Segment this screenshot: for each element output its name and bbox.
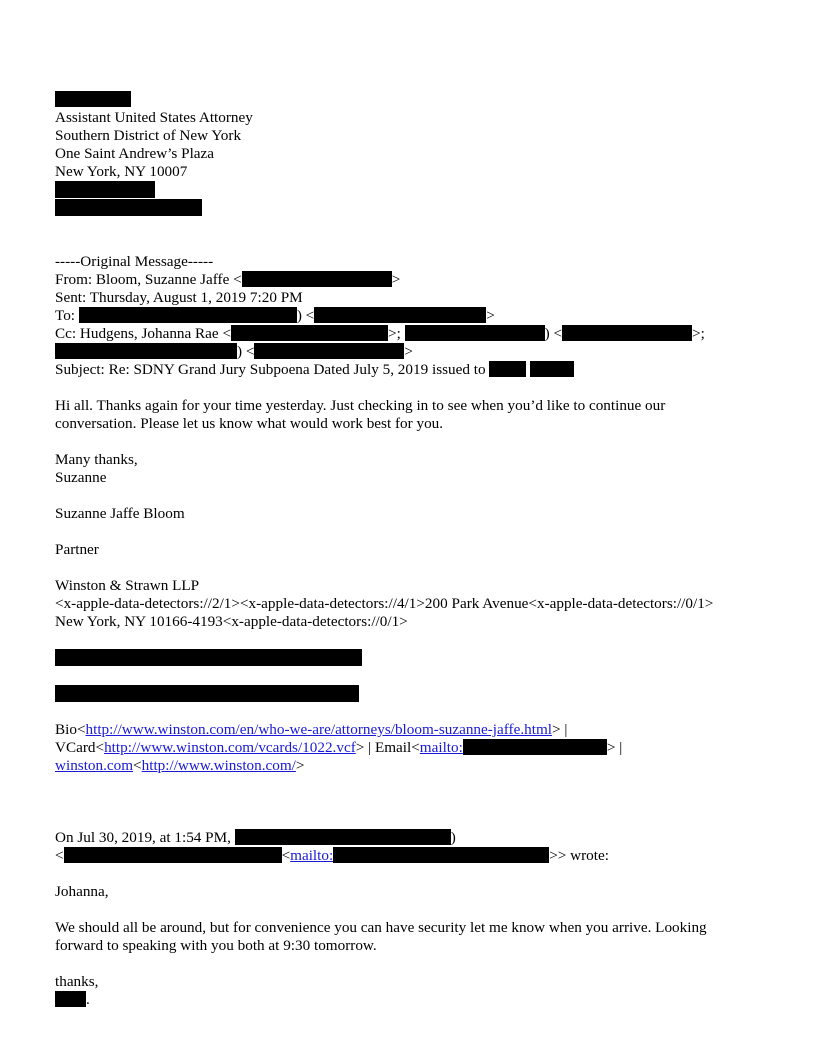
redaction-signature-1 — [55, 649, 362, 666]
signature-title: Assistant United States Attorney — [55, 109, 253, 126]
subject-line — [55, 361, 574, 379]
bio-link[interactable]: http://www.winston.com/en/who-we-are/attorneys/bloom-suzanne-jaffe.html — [85, 721, 552, 738]
sender-address-2: New York, NY 10166-4193<x-apple-data-detectors://0/1> — [55, 613, 408, 630]
bio-label: Bio< — [55, 721, 86, 738]
site-line: winston.com<http://www.winston.com/> — [55, 757, 305, 774]
email-separator: > | Email< — [355, 739, 420, 756]
cc-line-cont: ) < > — [55, 343, 413, 361]
signature-address: One Saint Andrew’s Plaza — [55, 145, 215, 162]
sender-full-name: Suzanne Jaffe Bloom — [55, 505, 185, 522]
to-line: To: ) < > — [55, 307, 495, 324]
email-mailto-link[interactable]: mailto: — [419, 739, 463, 756]
vcard-line — [55, 739, 622, 757]
quoted-mailto-link[interactable]: mailto: — [290, 847, 334, 864]
redaction-phone — [55, 181, 155, 198]
redaction-from-email — [242, 271, 392, 287]
quoted-on-line: On Jul 30, 2019, at 1:54 PM, ) — [55, 829, 456, 846]
closing-name: Suzanne — [55, 469, 107, 486]
redaction-email — [55, 199, 202, 216]
quoted-signoff-line: . — [55, 991, 90, 1009]
from-label: From: Bloom, Suzanne Jaffe < — [55, 271, 242, 288]
site-link-label[interactable]: winston.com — [55, 757, 134, 774]
body-line-1: Hi all. Thanks again for your time yesterday. Just checking in to see when you’d like to continue our — [55, 397, 666, 414]
redaction-email-address — [463, 739, 607, 755]
to-label: To: — [55, 307, 79, 324]
subject-text: Subject: Re: SDNY Grand Jury Subpoena Dated July 5, 2019 issued to — [55, 361, 490, 378]
cc-line: Cc: Hudgens, Johanna Rae < >; ) < >; — [55, 325, 705, 342]
quoted-closing: thanks, — [55, 973, 99, 990]
redaction-quoted-mailto — [333, 847, 549, 863]
redaction-quoted-email — [64, 847, 282, 863]
redaction-subject-1 — [489, 361, 526, 377]
redaction-quoted-signoff — [55, 991, 86, 1007]
sent-line: Sent: Thursday, August 1, 2019 7:20 PM — [55, 289, 303, 306]
signature-city: New York, NY 10007 — [55, 163, 188, 180]
quoted-wrote: >> wrote: — [549, 847, 609, 864]
sender-firm: Winston & Strawn LLP — [55, 577, 200, 594]
redaction-sender-name — [55, 91, 131, 107]
original-message-divider: -----Original Message----- — [55, 253, 214, 270]
body-line-2: conversation. Please let us know what would work best for you. — [55, 415, 444, 432]
redaction-cc-email-1 — [231, 325, 388, 341]
redaction-subject-2 — [530, 361, 574, 377]
signature-office: Southern District of New York — [55, 127, 242, 144]
redaction-cc-email-2 — [562, 325, 692, 341]
vcard-link[interactable]: http://www.winston.com/vcards/1022.vcf — [104, 739, 356, 756]
redaction-cc-name-3 — [55, 343, 237, 359]
bio-after: > | — [552, 721, 568, 738]
quoted-salutation: Johanna, — [55, 883, 109, 900]
redaction-to-name — [79, 307, 297, 323]
quoted-address-line: < <mailto: >> wrote: — [55, 847, 609, 864]
quoted-body-2: forward to speaking with you both at 9:30 tomorrow. — [55, 937, 377, 954]
email-after: > | — [606, 739, 623, 756]
redaction-to-email — [314, 307, 486, 323]
site-link-url[interactable]: http://www.winston.com/ — [141, 757, 296, 774]
closing: Many thanks, — [55, 451, 138, 468]
redaction-signature-2 — [55, 685, 359, 702]
quoted-body-1: We should all be around, but for convenience you can have security let me know when you arrive. Looking — [55, 919, 707, 936]
cc-label: Cc: Hudgens, Johanna Rae < — [55, 325, 232, 342]
bio-line — [55, 721, 567, 739]
redaction-cc-email-3 — [254, 343, 404, 359]
sender-address-1: <x-apple-data-detectors://2/1><x-apple-data-detectors://4/1>200 Park Avenue<x-apple-data-detectors://0/1> — [55, 595, 714, 612]
redaction-cc-name-2 — [405, 325, 545, 341]
site-after: > — [295, 757, 305, 774]
from-line: From: Bloom, Suzanne Jaffe < > — [55, 271, 401, 288]
vcard-label: VCard< — [55, 739, 105, 756]
quoted-date: On Jul 30, 2019, at 1:54 PM, — [55, 829, 235, 846]
redaction-quoted-name — [235, 829, 451, 845]
sender-role: Partner — [55, 541, 99, 558]
